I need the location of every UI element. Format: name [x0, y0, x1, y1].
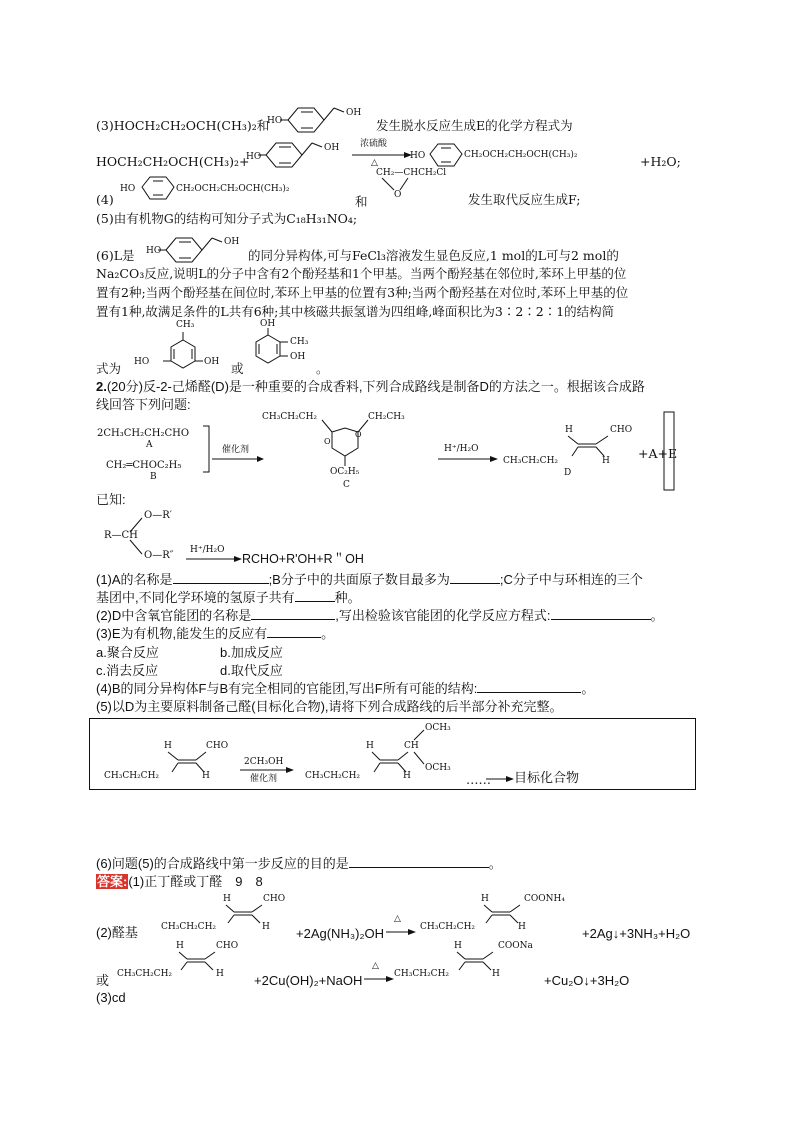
q6-line1-tail: 的同分异构体,可与FeCl₃溶液发生显色反应,1 mol的L可与2 mol的 [248, 248, 619, 263]
heat-symbol: △ [372, 961, 379, 971]
answer-blank[interactable] [477, 681, 581, 693]
epoxide-chain: CH₂—CHCH₂Cl [376, 168, 447, 178]
reactant-b: CH₂═CHOC₂H₅ [106, 460, 182, 471]
q2-a: (2)D中含氧官能团的名称是 [96, 608, 252, 623]
label-oh: OH [224, 237, 240, 247]
label-h: H [202, 771, 210, 781]
q3-b: 。 [321, 626, 335, 641]
label-ho: HO [410, 151, 426, 161]
label-h: H [164, 741, 172, 751]
ring-oxygen-2: O [355, 430, 362, 439]
q1-c: ;C分子中与环相连的三个 [499, 572, 643, 587]
benzene-ring [428, 142, 468, 168]
q1-d: 基团中,不同化学环境的氢原子共有 [96, 590, 295, 605]
q1-line1 [96, 572, 643, 587]
answer-blank[interactable] [173, 572, 269, 584]
q6-line5-prefix: 式为 [96, 361, 122, 376]
q6-a: (6)问题(5)的合成路线中第一步反应的目的是 [96, 856, 349, 871]
q2-line [96, 608, 664, 623]
p2-intro-line2: 线回答下列问题: [96, 397, 191, 412]
label-ch3: CH₃ [290, 337, 309, 347]
reaction-arrow [486, 776, 514, 782]
known-r: R—CH [104, 530, 138, 541]
label-h: H [492, 969, 500, 979]
label-h: H [602, 456, 610, 466]
d-propyl: CH₃CH₂CH₂ [503, 456, 559, 466]
frame-box [664, 412, 676, 492]
label-a: A [146, 440, 153, 450]
label-oh: OH [290, 352, 306, 362]
route-catalyst: 催化剂 [250, 774, 278, 784]
route-d-alkene [160, 750, 220, 776]
answer-blank[interactable] [251, 608, 335, 620]
p2-intro: (20分)反-2-己烯醛(D)是一种重要的合成香料,下列合成路线是制备D的方法之一。根据该合成路 [106, 379, 645, 394]
label-h: H [518, 922, 526, 932]
label-oh: OH [324, 143, 340, 153]
route-och3-bottom: OCH₃ [425, 763, 451, 773]
q3-eq-left: HOCH₂CH₂OCH(CH₃)₂+ [96, 154, 250, 169]
answer-propyl: CH₃CH₂CH₂ [394, 969, 450, 979]
route-propyl: CH₃CH₂CH₂ [104, 771, 160, 781]
label-h: H [403, 771, 411, 781]
q3-water: +H₂O; [640, 154, 681, 169]
answer-or: 或 [96, 973, 110, 988]
label-h: H [565, 425, 573, 435]
label-b: B [150, 472, 157, 482]
q6-prefix: (6)L是 [96, 248, 135, 263]
label-h: H [262, 922, 270, 932]
reaction-arrow [386, 929, 416, 935]
answer-label: 答案: [97, 874, 128, 889]
heat-symbol: △ [371, 158, 378, 168]
c-substituent-propyl: CH₃CH₂CH₂ [262, 412, 318, 422]
q6-line2: Na₂CO₃反应,说明L的分子中含有2个酚羟基和1个甲基。当两个酚羟基在邻位时,苯环上甲基的位 [96, 266, 627, 281]
q6-or: 或 [231, 361, 244, 376]
answer-propyl: CH₃CH₂CH₂ [161, 922, 217, 932]
reaction-arrow [352, 152, 412, 158]
q6-end: 。 [316, 361, 329, 376]
answer-1: (1)正丁醛或丁醛 9 8 [128, 874, 263, 889]
q6-b: 。 [488, 856, 502, 871]
answer-product-1: COONH₄ [524, 894, 565, 904]
answer-propyl: CH₃CH₂CH₂ [420, 922, 476, 932]
route-dots: …… [466, 772, 491, 787]
catalyst-label: 催化剂 [222, 445, 250, 455]
q3-line1-tail: 发生脱水反应生成E的化学方程式为 [376, 118, 573, 133]
q3-line [96, 626, 334, 641]
q2-c: 。 [650, 608, 664, 623]
product-chain: CH₂OCH₂CH₂OCH(CH₃)₂ [464, 150, 578, 160]
label-c: C [343, 480, 350, 490]
known-products: RCHO+R'OH+R＂OH [242, 552, 364, 566]
q4-line [96, 681, 594, 696]
q4-num: (4) [96, 192, 114, 207]
q5-line: (5)以D为主要原料制备己醛(目标化合物),请将下列合成路线的后半部分补充完整。 [96, 699, 563, 714]
answer-blank[interactable] [295, 590, 335, 602]
q4-and: 和 [355, 194, 368, 209]
catalyst-conc-h2so4: 浓硫酸 [360, 139, 388, 149]
c-substituent-ethoxy: OC₂H₅ [330, 467, 360, 477]
answer-blank[interactable] [551, 608, 651, 620]
p2-intro-line1 [96, 379, 645, 394]
known-title: 已知: [96, 492, 126, 507]
known-or1: O—R′ [144, 510, 172, 521]
answer-product-2: COONa [498, 941, 533, 951]
q3-a: (3)E为有机物,能发生的反应有 [96, 626, 268, 641]
answer-blank[interactable] [349, 856, 489, 868]
route-propyl-2: CH₃CH₂CH₂ [305, 771, 361, 781]
c-substituent-ethyl: CH₂CH₃ [368, 412, 405, 422]
hydroxybenzyl-alcohol-structure [268, 98, 378, 138]
q4-a: (4)B的同分异构体F与B有完全相同的官能团,写出F所有可能的结构: [96, 681, 478, 696]
label-h: H [216, 969, 224, 979]
answer-blank[interactable] [450, 572, 500, 584]
label-h: H [481, 894, 489, 904]
answer-2-prefix: (2)醛基 [96, 925, 138, 940]
label-ho: HO [146, 246, 162, 256]
answer-blank[interactable] [267, 626, 321, 638]
label-ho: HO [120, 184, 136, 194]
label-ch: CH [404, 741, 419, 751]
q3-line1-text: (3)HOCH₂CH₂OCH(CH₃)₂和 [96, 118, 270, 133]
d-cho: CHO [610, 425, 633, 435]
label-h: H [454, 941, 462, 951]
bracket [203, 426, 213, 474]
label-d: D [564, 468, 572, 478]
label-oh: OH [260, 319, 276, 329]
answer-tail-1: +2Ag↓+3NH₃+H₂O [582, 926, 691, 941]
label-h: H [223, 894, 231, 904]
q1-e: 种。 [334, 590, 361, 605]
label-ho: HO [267, 116, 283, 126]
q2-b: ,写出检验该官能团的化学反应方程式: [335, 608, 551, 623]
reaction-arrow [438, 456, 498, 462]
q4-tail: 发生取代反应生成F; [468, 192, 581, 207]
answer-cho: CHO [216, 941, 239, 951]
reactant-a: 2CH₃CH₂CH₂CHO [97, 428, 190, 439]
label-oh: OH [204, 357, 220, 367]
route-cho: CHO [206, 741, 229, 751]
q6-question [96, 856, 502, 871]
acid-water-label: H⁺/H₂O [444, 444, 479, 454]
label-ho: HO [134, 357, 150, 367]
label-oh: OH [346, 108, 362, 118]
q1-line2 [96, 590, 361, 605]
q4-b: 。 [581, 681, 595, 696]
q5-text: (5)由有机物G的结构可知分子式为C₁₈H₃₁NO₄; [96, 211, 358, 226]
q1-a: (1)A的名称是 [96, 572, 173, 587]
benzene-ring [140, 175, 180, 201]
label-ch3: CH₃ [176, 320, 195, 330]
answer-line1 [96, 874, 263, 889]
route-target: 目标化合物 [514, 770, 580, 785]
answer-reagent-2: +2Cu(OH)₂+NaOH [254, 973, 363, 988]
compound-d-alkene [560, 434, 620, 460]
epoxide-oxygen: O [394, 190, 402, 200]
answer-propyl: CH₃CH₂CH₂ [117, 969, 173, 979]
q6-line3: 置有2种;当两个酚羟基在间位时,苯环上甲基的位置有3种;当两个酚羟基在对位时,苯环上甲基的位 [96, 285, 629, 300]
label-h: H [366, 741, 374, 751]
reaction-arrow [212, 456, 264, 462]
option-d: d.取代反应 [220, 663, 283, 678]
answer-reagent-1: +2Ag(NH₃)₂OH [296, 926, 384, 941]
reaction-arrow [240, 767, 294, 773]
route-reagent: 2CH₃OH [244, 757, 284, 767]
known-or2: O—R″ [144, 550, 174, 561]
route-och3-top: OCH₃ [425, 723, 451, 733]
ring-oxygen-1: O [324, 437, 331, 446]
answer-cho: CHO [263, 894, 286, 904]
q6-line4: 置有1种,故满足条件的L共有6种;其中核磁共振氢谱为四组峰,峰面积比为3∶2∶2∶1的结构简 [96, 304, 615, 319]
option-b: b.加成反应 [220, 645, 283, 660]
problem-number: 2. [96, 379, 107, 394]
known-condition: H⁺/H₂O [190, 545, 225, 555]
q1-b: ;B分子中的共面原子数目最多为 [268, 572, 450, 587]
option-c: c.消去反应 [96, 663, 159, 678]
heat-symbol: △ [394, 914, 401, 924]
label-h: H [176, 941, 184, 951]
reaction-arrow [364, 976, 394, 982]
answer-tail-2: +Cu₂O↓+3H₂O [544, 973, 630, 988]
reaction-arrow [186, 556, 242, 562]
q4-chain: CH₂OCH₂CH₂OCH(CH₃)₂ [176, 184, 290, 194]
option-a: a.聚合反应 [96, 645, 159, 660]
label-ho: HO [246, 152, 262, 162]
plus-a-e: +A+E [638, 446, 678, 461]
answer-3: (3)cd [96, 990, 126, 1005]
